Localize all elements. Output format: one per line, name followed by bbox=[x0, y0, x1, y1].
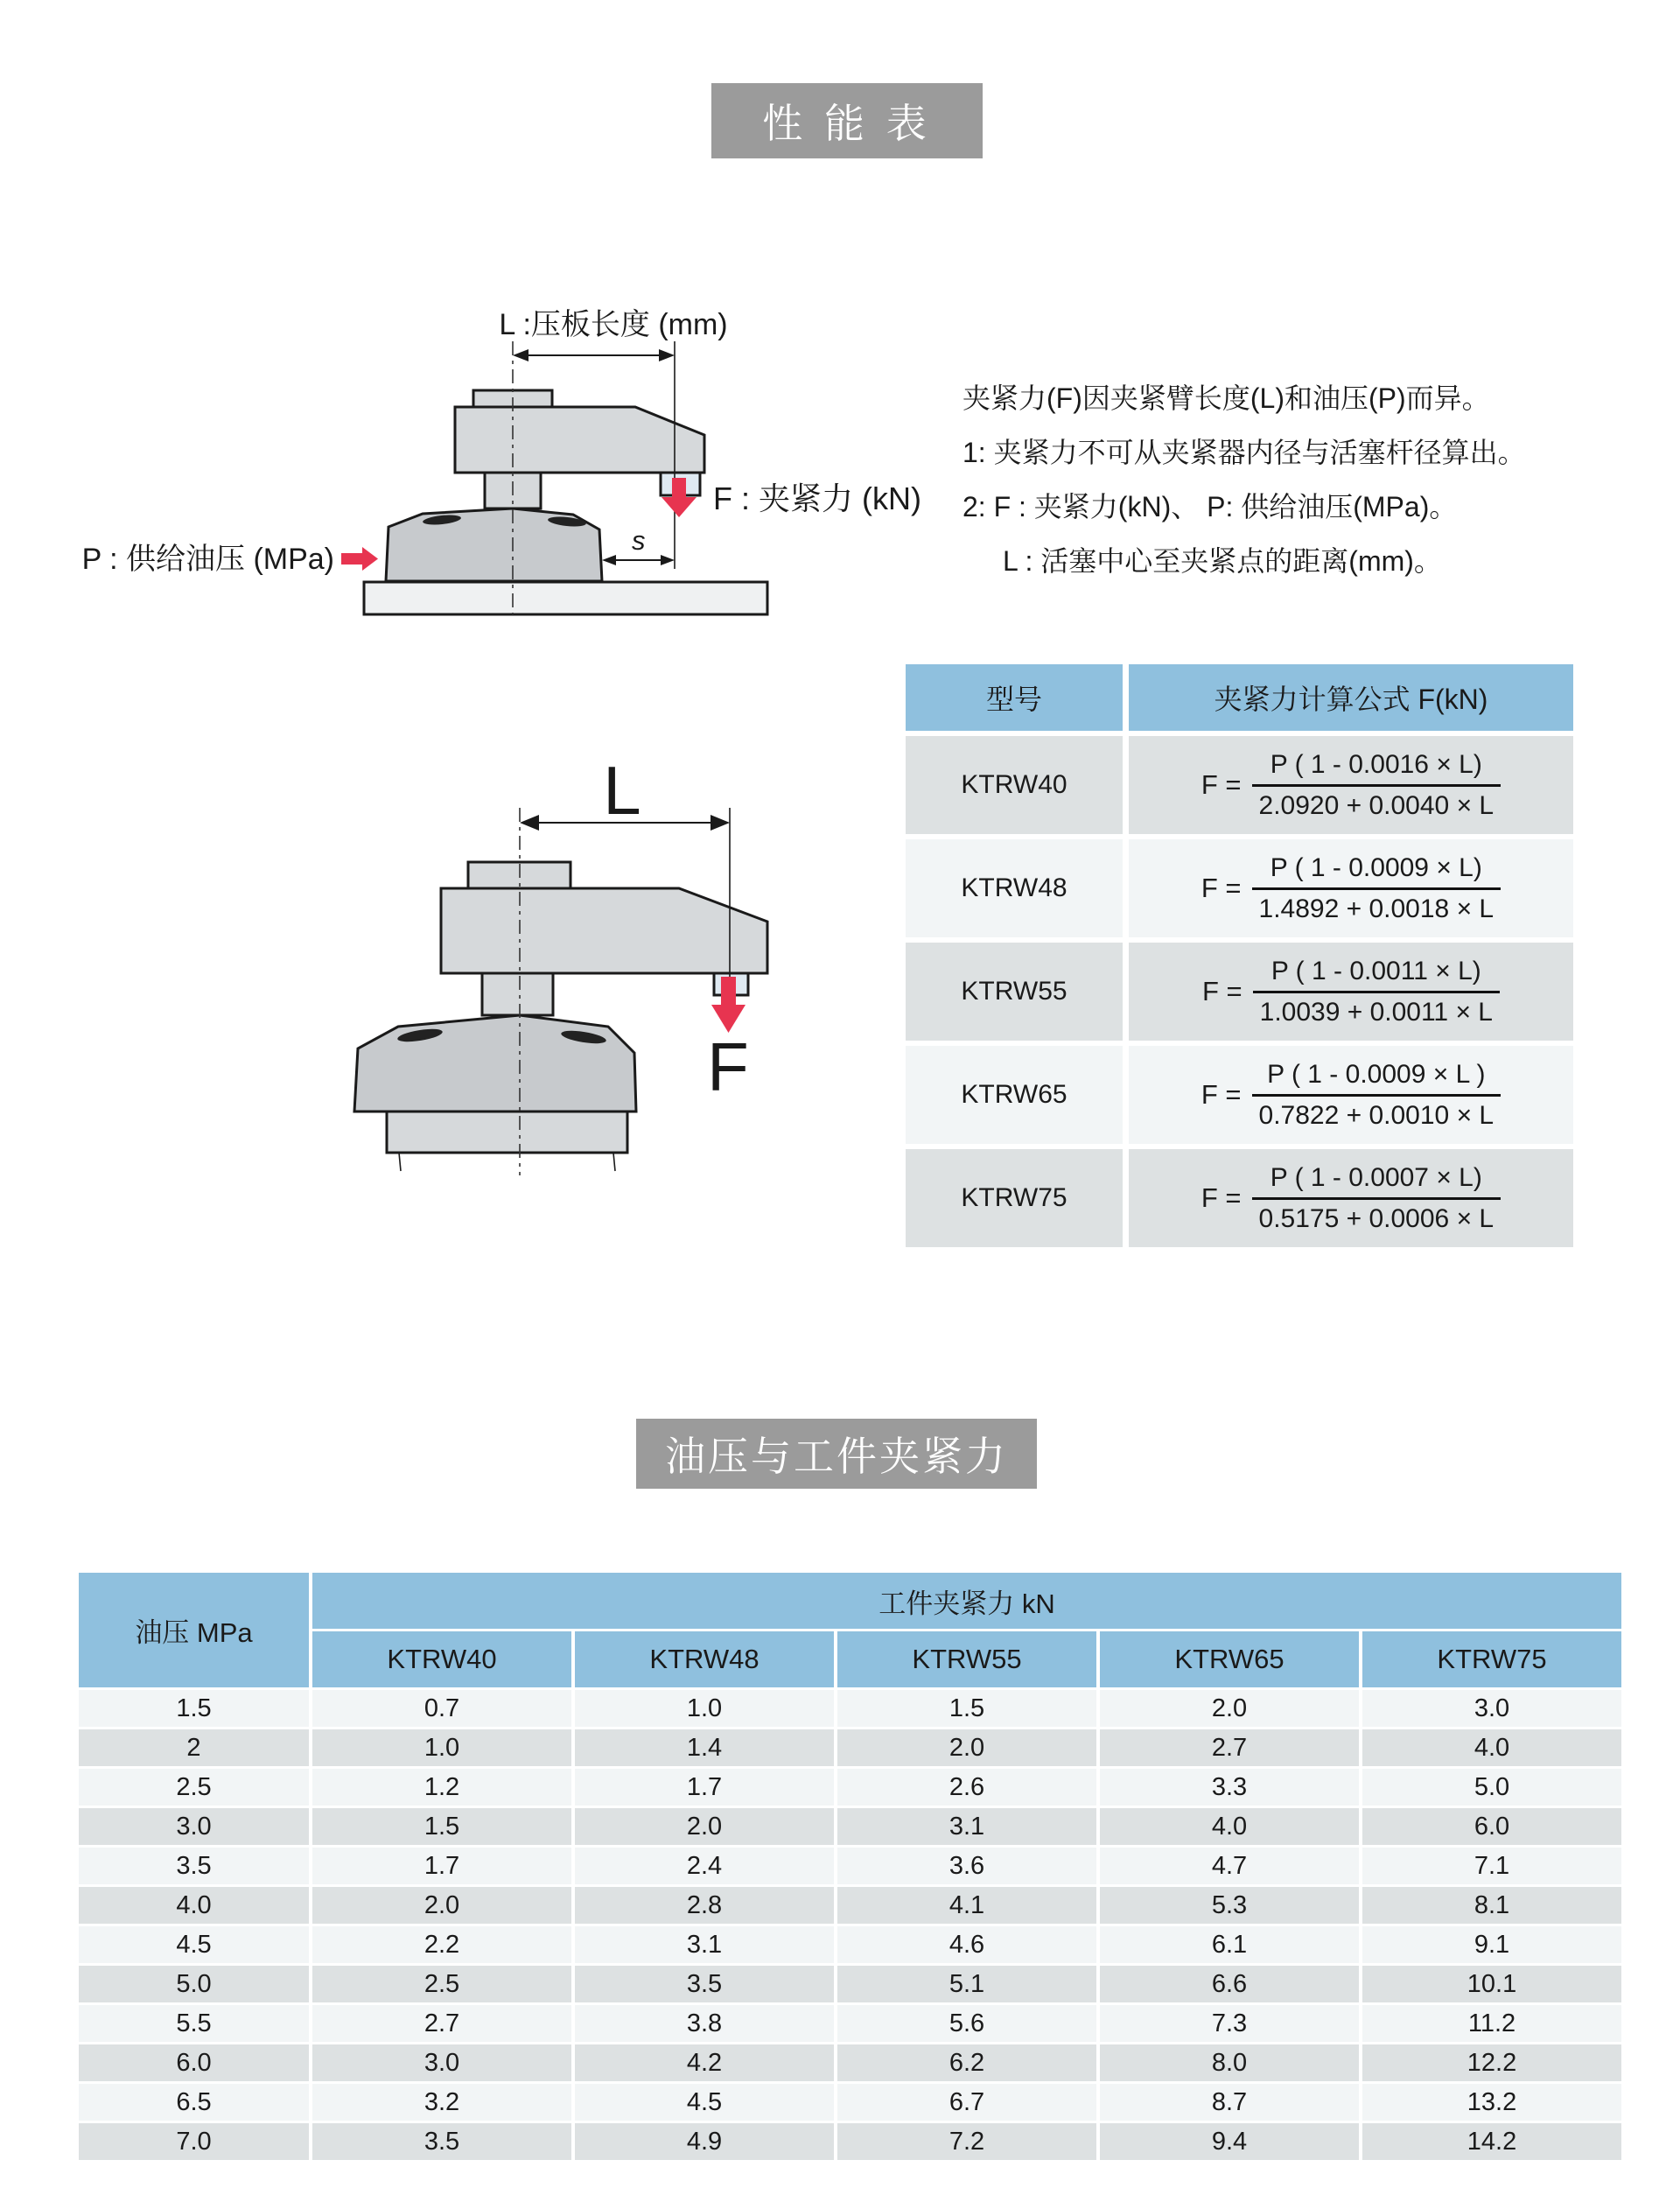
formula-row bbox=[906, 736, 1573, 834]
label-length-l: L bbox=[603, 752, 641, 829]
value-cell: 2.0 bbox=[1100, 1690, 1359, 1727]
formula-cell bbox=[1129, 943, 1573, 1041]
formula-cell bbox=[1129, 1046, 1573, 1144]
dim-arrow-left-icon bbox=[513, 349, 528, 361]
force-arrow-icon bbox=[721, 977, 736, 1006]
value-cell: 3.0 bbox=[1362, 1690, 1621, 1727]
model-header: KTRW48 bbox=[575, 1631, 834, 1687]
fraction-denominator: 0.7822 + 0.0010 × L bbox=[1252, 1094, 1502, 1131]
value-cell: 14.2 bbox=[1362, 2123, 1621, 2160]
value-cell: 4.6 bbox=[837, 1926, 1096, 1963]
value-cell: 5.3 bbox=[1100, 1887, 1359, 1924]
value-cell: 10.1 bbox=[1362, 1966, 1621, 2002]
force-arrow-icon bbox=[672, 478, 686, 499]
formula-cell bbox=[1129, 1149, 1573, 1247]
value-cell: 6.7 bbox=[837, 2084, 1096, 2121]
pressure-cell: 3.5 bbox=[79, 1848, 309, 1884]
value-cell: 1.5 bbox=[837, 1690, 1096, 1727]
value-cell: 2.4 bbox=[575, 1848, 834, 1884]
label-clamp-force: F : 夹紧力 (kN) bbox=[713, 480, 921, 516]
pressure-cell: 6.5 bbox=[79, 2084, 309, 2121]
base-foot-left bbox=[399, 1153, 401, 1171]
piston-stem-shape bbox=[482, 973, 553, 1015]
value-cell: 2.5 bbox=[312, 1966, 571, 2002]
clamp-arm-shape bbox=[455, 407, 704, 473]
value-cell: 12.2 bbox=[1362, 2044, 1621, 2081]
value-cell: 1.7 bbox=[575, 1769, 834, 1806]
value-cell: 4.9 bbox=[575, 2123, 834, 2160]
value-cell: 5.0 bbox=[1362, 1769, 1621, 1806]
value-cell: 1.5 bbox=[312, 1808, 571, 1845]
value-cell: 3.8 bbox=[575, 2005, 834, 2042]
formula-row bbox=[906, 839, 1573, 937]
force-arrow-head-icon bbox=[662, 497, 696, 517]
value-cell: 2.8 bbox=[575, 1887, 834, 1924]
value-cell: 3.5 bbox=[312, 2123, 571, 2160]
s-arrow-right-icon bbox=[661, 555, 675, 565]
clamp-body-shape bbox=[354, 1015, 636, 1112]
base-block-shape bbox=[387, 1112, 627, 1153]
value-cell: 9.1 bbox=[1362, 1926, 1621, 1963]
value-cell: 4.5 bbox=[575, 2084, 834, 2121]
value-cell: 2.2 bbox=[312, 1926, 571, 1963]
formula-lhs: F = bbox=[1200, 873, 1242, 903]
table-row bbox=[79, 1729, 1621, 1766]
value-cell: 3.1 bbox=[837, 1808, 1096, 1845]
label-supply-pressure: P : 供给油压 (MPa) bbox=[81, 543, 334, 576]
value-cell: 6.1 bbox=[1100, 1926, 1359, 1963]
pressure-arrow-head-icon bbox=[362, 547, 378, 571]
pressure-force-title: 油压与工件夹紧力 bbox=[636, 1419, 1037, 1489]
value-cell: 4.0 bbox=[1100, 1808, 1359, 1845]
table-row bbox=[79, 1848, 1621, 1884]
pressure-column-header: 油压 MPa bbox=[79, 1573, 309, 1687]
formula-row bbox=[906, 943, 1573, 1041]
model-cell: KTRW48 bbox=[906, 839, 1123, 937]
dim-arrow-right-icon bbox=[710, 815, 730, 831]
value-cell: 13.2 bbox=[1362, 2084, 1621, 2121]
note-line: 夹紧力(F)因夹紧臂长度(L)和油压(P)而异。 bbox=[962, 382, 1490, 414]
value-cell: 9.4 bbox=[1100, 2123, 1359, 2160]
clamp-side-diagram bbox=[74, 306, 1072, 621]
pressure-cell: 5.0 bbox=[79, 1966, 309, 2002]
pressure-cell: 2 bbox=[79, 1729, 309, 1766]
model-column-header: 型号 bbox=[906, 664, 1123, 731]
pressure-arrow-icon bbox=[341, 553, 362, 565]
value-cell: 1.7 bbox=[312, 1848, 571, 1884]
table-row bbox=[79, 2084, 1621, 2121]
value-cell: 11.2 bbox=[1362, 2005, 1621, 2042]
value-cell: 2.6 bbox=[837, 1769, 1096, 1806]
table-row bbox=[79, 2123, 1621, 2160]
pressure-cell: 1.5 bbox=[79, 1690, 309, 1727]
note-line: L : 活塞中心至夹紧点的距离(mm)。 bbox=[1003, 545, 1442, 577]
pressure-cell: 5.5 bbox=[79, 2005, 309, 2042]
fraction-numerator: P ( 1 - 0.0007 × L) bbox=[1270, 1162, 1482, 1192]
value-cell: 3.2 bbox=[312, 2084, 571, 2121]
formula-row bbox=[906, 1046, 1573, 1144]
fraction-numerator: P ( 1 - 0.0009 × L) bbox=[1270, 852, 1482, 882]
table-row bbox=[79, 1808, 1621, 1845]
value-cell: 2.7 bbox=[1100, 1729, 1359, 1766]
value-cell: 7.2 bbox=[837, 2123, 1096, 2160]
formula-row bbox=[906, 1149, 1573, 1247]
value-cell: 8.7 bbox=[1100, 2084, 1359, 2121]
value-cell: 2.0 bbox=[837, 1729, 1096, 1766]
pressure-cell: 3.0 bbox=[79, 1808, 309, 1845]
model-cell: KTRW40 bbox=[906, 736, 1123, 834]
value-cell: 7.1 bbox=[1362, 1848, 1621, 1884]
model-cell: KTRW55 bbox=[906, 943, 1123, 1041]
label-stroke-s: s bbox=[632, 525, 646, 556]
label-force-f: F bbox=[707, 1028, 749, 1105]
label-arm-length: L :压板长度 (mm) bbox=[499, 308, 728, 341]
formula-lhs: F = bbox=[1200, 769, 1242, 800]
force-group-header: 工件夹紧力 kN bbox=[312, 1573, 1621, 1629]
value-cell: 8.1 bbox=[1362, 1887, 1621, 1924]
table-row bbox=[79, 2044, 1621, 2081]
model-header: KTRW75 bbox=[1362, 1631, 1621, 1687]
model-header-row bbox=[79, 1631, 1621, 1687]
base-plate-shape bbox=[364, 582, 767, 614]
table-row bbox=[79, 2005, 1621, 2042]
group-header-row bbox=[79, 1573, 1621, 1629]
model-header: KTRW65 bbox=[1100, 1631, 1359, 1687]
model-header: KTRW40 bbox=[312, 1631, 571, 1687]
formula-lhs: F = bbox=[1200, 1079, 1242, 1110]
fraction-denominator: 0.5175 + 0.0006 × L bbox=[1252, 1197, 1502, 1234]
formula-header-row bbox=[906, 664, 1573, 731]
value-cell: 2.0 bbox=[575, 1808, 834, 1845]
value-cell: 3.3 bbox=[1100, 1769, 1359, 1806]
table-row bbox=[79, 1887, 1621, 1924]
table-row bbox=[79, 1769, 1621, 1806]
pressure-cell: 2.5 bbox=[79, 1769, 309, 1806]
formula-table bbox=[900, 659, 1579, 1252]
value-cell: 1.0 bbox=[312, 1729, 571, 1766]
note-line: 2: F : 夹紧力(kN)、 P: 供给油压(MPa)。 bbox=[962, 491, 1458, 522]
value-cell: 4.0 bbox=[1362, 1729, 1621, 1766]
value-cell: 3.0 bbox=[312, 2044, 571, 2081]
notes-block bbox=[962, 371, 1645, 588]
pressure-cell: 7.0 bbox=[79, 2123, 309, 2160]
clamp-arm-shape bbox=[441, 888, 767, 973]
fraction-numerator: P ( 1 - 0.0011 × L) bbox=[1270, 956, 1481, 985]
table-row bbox=[79, 1690, 1621, 1727]
note-line: 1: 夹紧力不可从夹紧器内径与活塞杆径算出。 bbox=[962, 437, 1526, 468]
value-cell: 4.1 bbox=[837, 1887, 1096, 1924]
value-cell: 1.4 bbox=[575, 1729, 834, 1766]
fraction-denominator: 2.0920 + 0.0040 × L bbox=[1252, 784, 1502, 821]
fraction-numerator: P ( 1 - 0.0009 × L ) bbox=[1267, 1059, 1486, 1089]
value-cell: 6.0 bbox=[1362, 1808, 1621, 1845]
value-cell: 1.0 bbox=[575, 1690, 834, 1727]
value-cell: 2.7 bbox=[312, 2005, 571, 2042]
base-foot-right bbox=[613, 1153, 615, 1171]
pressure-cell: 4.0 bbox=[79, 1887, 309, 1924]
pressure-force-table bbox=[75, 1570, 1625, 2163]
value-cell: 8.0 bbox=[1100, 2044, 1359, 2081]
model-header: KTRW55 bbox=[837, 1631, 1096, 1687]
formula-lhs: F = bbox=[1201, 976, 1242, 1006]
value-cell: 4.7 bbox=[1100, 1848, 1359, 1884]
value-cell: 3.1 bbox=[575, 1926, 834, 1963]
formula-column-header: 夹紧力计算公式 F(kN) bbox=[1129, 664, 1573, 731]
pressure-cell: 6.0 bbox=[79, 2044, 309, 2081]
value-cell: 6.6 bbox=[1100, 1966, 1359, 2002]
value-cell: 5.6 bbox=[837, 2005, 1096, 2042]
model-cell: KTRW75 bbox=[906, 1149, 1123, 1247]
value-cell: 4.2 bbox=[575, 2044, 834, 2081]
value-cell: 5.1 bbox=[837, 1966, 1096, 2002]
formula-cell bbox=[1129, 839, 1573, 937]
value-cell: 3.5 bbox=[575, 1966, 834, 2002]
dim-arrow-left-icon bbox=[520, 815, 539, 831]
fraction-denominator: 1.4892 + 0.0018 × L bbox=[1252, 887, 1502, 924]
fraction-denominator: 1.0039 + 0.0011 × L bbox=[1253, 991, 1500, 1027]
value-cell: 7.3 bbox=[1100, 2005, 1359, 2042]
pressure-cell: 4.5 bbox=[79, 1926, 309, 1963]
formula-lhs: F = bbox=[1200, 1182, 1242, 1213]
s-arrow-left-icon bbox=[602, 555, 616, 565]
value-cell: 3.6 bbox=[837, 1848, 1096, 1884]
value-cell: 6.2 bbox=[837, 2044, 1096, 2081]
formula-cell bbox=[1129, 736, 1573, 834]
performance-table-title: 性 能 表 bbox=[711, 83, 983, 158]
table-row bbox=[79, 1966, 1621, 2002]
value-cell: 1.2 bbox=[312, 1769, 571, 1806]
value-cell: 2.0 bbox=[312, 1887, 571, 1924]
table-row bbox=[79, 1926, 1621, 1963]
value-cell: 0.7 bbox=[312, 1690, 571, 1727]
fraction-numerator: P ( 1 - 0.0016 × L) bbox=[1270, 749, 1482, 779]
model-cell: KTRW65 bbox=[906, 1046, 1123, 1144]
dim-arrow-right-icon bbox=[659, 349, 675, 361]
clamp-dimension-diagram bbox=[346, 751, 783, 1180]
